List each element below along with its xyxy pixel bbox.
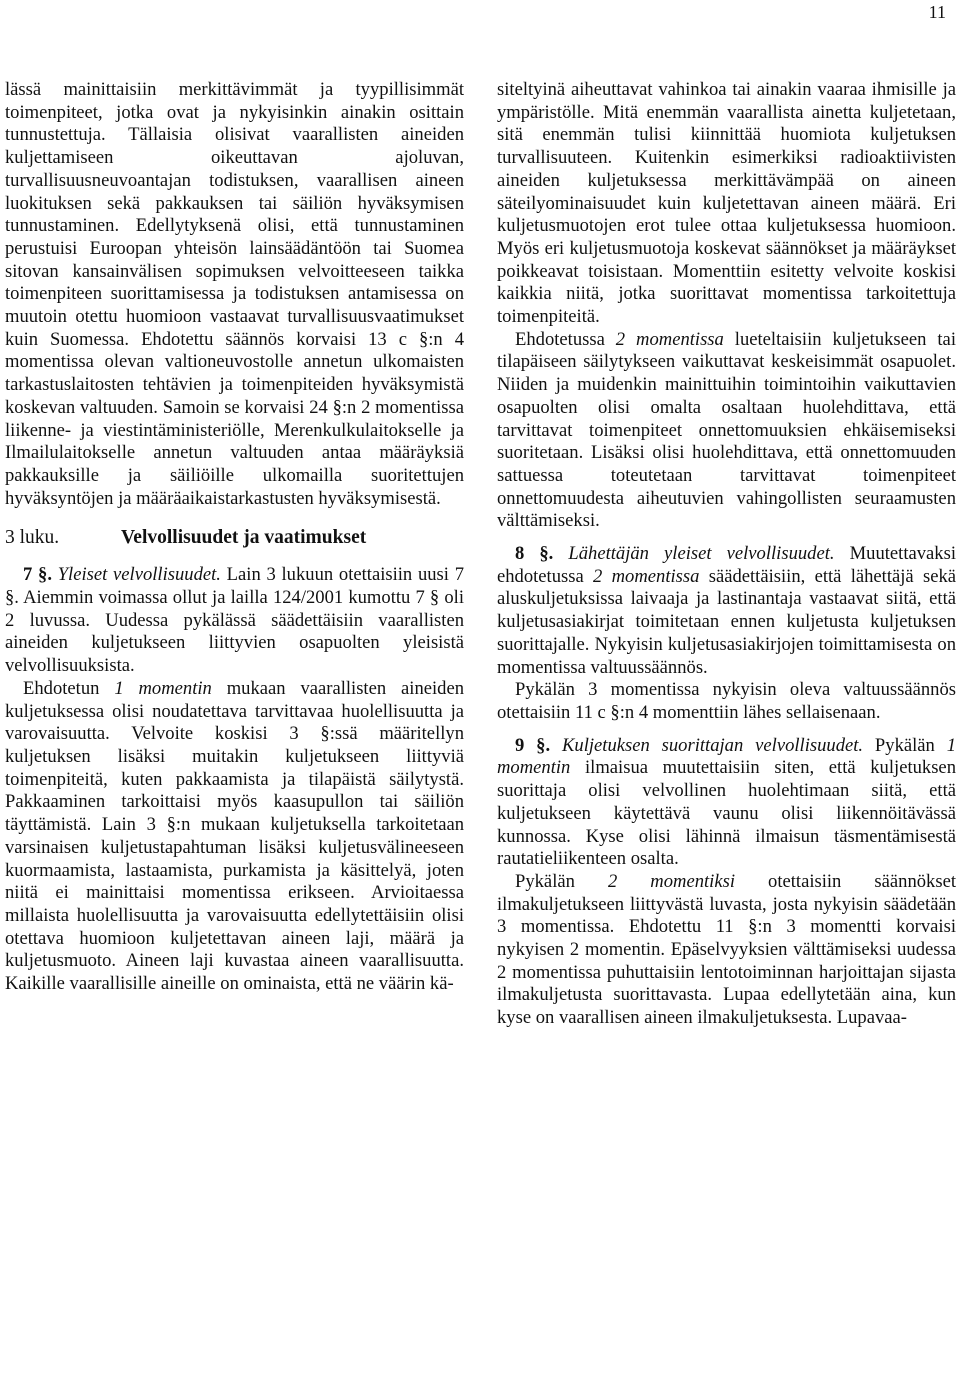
- right-column: [497, 79, 956, 1030]
- section-9-number: 9 §.: [515, 734, 551, 756]
- right-paragraph-6: [497, 871, 956, 1030]
- left-paragraph-3-text: mukaan vaarallisten aineiden kuljetuksessa olisi noudatettava tarvittavaa huolellisuutta ja varovaisuutta. Velvoite koskisi 3 §:ssä määritellyn kuljetuksen lisäksi muitakin kuljetukseen liittyviä toimenpiteitä, kuten pakkaamista ja tilapäistä säilytystä. Pakkaaminen tarkoittaisi myös kaasupullon tai säiliön täyttämistä. Lain 3 §:n mukaan kuljetuksella tarkoitetaan varsinaisen kuljetustapahtuman lisäksi kuljetusvälineeseen kuormaamista, lastaamista, purkamista ja käsittelyä, joten niitä ei mainittaisi momentissa erikseen. Arvioitaessa millaista huolellisuutta ja varovaisuutta edellytettäisiin olisi otettava huomioon kuljetettavan aineen laji, määrä ja kuljetusmuoto. Aineen laji kuvastaa aineen vaarallisuutta. Kaikille vaarallisille aineille on ominaista, että ne väärin kä-: [5, 677, 465, 995]
- section-8-emphasis: 2 momentissa: [593, 565, 700, 587]
- section-9-title: Kuljetuksen suorittajan velvollisuudet.: [562, 734, 864, 756]
- right-paragraph-6-text: otettaisiin säännökset ilmakuljetukseen liittyvästä luvasta, josta nykyisin säädetään 3 momentissa. Ehdotettu 11 §:n 3 momentti korvaisi nykyisen 2 momentin. Epäselvyyksien välttämiseksi uudessa 2 momentissa puhuttaisiin lentotoiminnan harjoittajan sijasta ilmakuljetusta suorittavasta. Lupaa edellytetään aina, kun kyse on vaarallisen aineen ilmakuljetuksesta. Lupavaa-: [497, 870, 956, 1029]
- right-paragraph-2-pre: Ehdotetussa: [515, 328, 616, 350]
- page-number: 11: [928, 2, 946, 22]
- section-7-paragraph: [5, 564, 464, 678]
- chapter-number: 3 luku.: [5, 527, 60, 549]
- right-paragraph-4: Pykälän 3 momentissa nykyisin oleva valtuussäännös otettaisiin 11 c §:n 4 momenttiin lähes sellaisenaan.: [497, 679, 956, 723]
- right-paragraph-2-text: lueteltaisiin kuljetukseen tai tilapäiseen säilytykseen vaikuttavat keskeisimmät osapuolet. Niiden ja muidenkin mainittuihin toimintoihin vaikuttavien osapuolten olisi omalta osaltaan huolehdittava, että tarvittavat toimenpiteet onnettomuuksien ehkäisemiseksi suoritetaan. Lisäksi olisi huolehdittava, että onnettomuuden sattuessa toteutetaan tarvittavat toimenpiteet onnettomuudesta aiheutuvien vahingollisten seuraamusten välttämiseksi.: [497, 328, 956, 532]
- left-paragraph-3: [5, 678, 464, 996]
- right-paragraph-1: siteltyinä aiheuttavat vahinkoa tai ainakin vaaraa ihmisille ja ympäristölle. Mitä enemmän vaarallista ainetta kuljetetaan, sitä enemmän tulisi kiinnittää huomiota kuljetuksen turvallisuuteen. Kuitenkin esimerkiksi radioaktiivisten aineiden kuljetuksessa merkittävämpää on aineen säteilyominaisuudet kuin kuljetettavan aineen määrä. Eri kuljetusmuotojen erot tulee ottaa kuljetuksessa huomioon. Myös eri kuljetusmuotoja koskevat säännökset ja määräykset poikkeavat toisistaan. Momenttiin esitetty velvoite koskisi kaikkia niitä, jotka suorittavat momentissa tarkoitettuja toimenpiteitä.: [497, 79, 956, 328]
- section-8-text: säädettäisiin, että lähettäjä sekä aluskuljetuksissa laivaaja ja lastinantaja vastaavat siitä, että kuljetusasiakirjat toimitetaan ennen kuljetusta kuljetuksen suorittajalle. Nykyisin kuljetusasiakirjojen toimittamisesta on momentissa valtuussäännös.: [497, 565, 956, 678]
- section-7-text: Lain 3 lukuun otettaisiin uusi 7 §. Aiemmin voimassa ollut ja lailla 124/2001 kumottu 7 § oli 2 luvussa. Uudessa pykälässä säädettäisiin vaarallisten aineiden kuljetukseen liittyvien osapuolten yleisistä velvollisuuksista.: [5, 564, 464, 677]
- section-7-title: Yleiset velvollisuudet.: [57, 564, 221, 586]
- section-9-paragraph: [497, 735, 956, 871]
- right-paragraph-2: [497, 329, 956, 533]
- right-paragraph-6-emphasis: 2 momentiksi: [607, 870, 735, 892]
- left-paragraph-1: lässä mainittaisiin merkittävimmät ja tyypillisimmät toimenpiteet, jotka ovat ja nykyisinkin ainakin osittain tunnustettuja. Tällaisia olisivat vaarallisten aineiden kuljettamiseen oikeuttavan ajoluvan, turvallisuusneuvoantajan todistuksen, vaarallisen aineen luokituksen sekä pakkauksen tai säiliön hyväksymisen tunnustaminen. Edellytyksenä olisi, että tunnustaminen perustuisi Euroopan yhteisön lainsäädäntöön tai Suomea sitovan kansainvälisen sopimuksen velvoitteeseen taikka toimenpiteen suorittamisessa ja todistuksen antamisessa on muutoin otettu huomioon vastaavat turvallisuusvaatimukset kuin Suomessa. Ehdotettu säännös korvaisi 13 c §:n 4 momentissa olevan valtioneuvostolle annetun ulkomaisten tarkastuslaitosten tehtävien ja toimenpiteiden hyväksymistä koskevan valtuuden. Samoin se korvaisi 24 §:n 2 momentissa liikenne- ja viestintäministeriölle, Merenkulkulaitokselle ja Ilmailulaitokselle annetun valtuuden antaa määräyksiä pakkauksille ja säiliöille ulkomailla suoritettujen hyväksyntöjen ja määräaikaistarkastusten hyväksymisestä.: [5, 79, 464, 509]
- section-8-number: 8 §.: [515, 543, 554, 565]
- left-paragraph-3-emphasis: 1 momentin: [114, 677, 212, 699]
- section-9-pre: Pykälän: [863, 734, 947, 756]
- section-7-number: 7 §.: [23, 564, 52, 586]
- chapter-title: Velvollisuudet ja vaatimukset: [121, 527, 367, 549]
- section-9-emphasis: 1 momentin: [497, 734, 957, 779]
- section-8-pre: Muutettavaksi ehdotetussa: [497, 543, 957, 587]
- section-8-title: Lähettäjän yleiset velvollisuudet.: [568, 543, 835, 565]
- left-column: [5, 79, 464, 996]
- right-paragraph-2-emphasis: 2 momentissa: [615, 328, 724, 350]
- chapter-heading: [5, 526, 464, 550]
- left-paragraph-3-pre: Ehdotetun: [23, 677, 115, 699]
- section-9-text: ilmaisua muutettaisiin siten, että kuljetuksen suorittaja olisi velvollinen huolehtimaan siitä, että kuljetukseen käytettävä vaunu olisi liikennöitävässä kunnossa. Kyse olisi lähinnä ilmaisun täsmentämisestä rautatieliikenteen osalta.: [497, 757, 956, 870]
- right-paragraph-6-pre: Pykälän: [515, 870, 608, 892]
- section-8-paragraph: [497, 543, 956, 679]
